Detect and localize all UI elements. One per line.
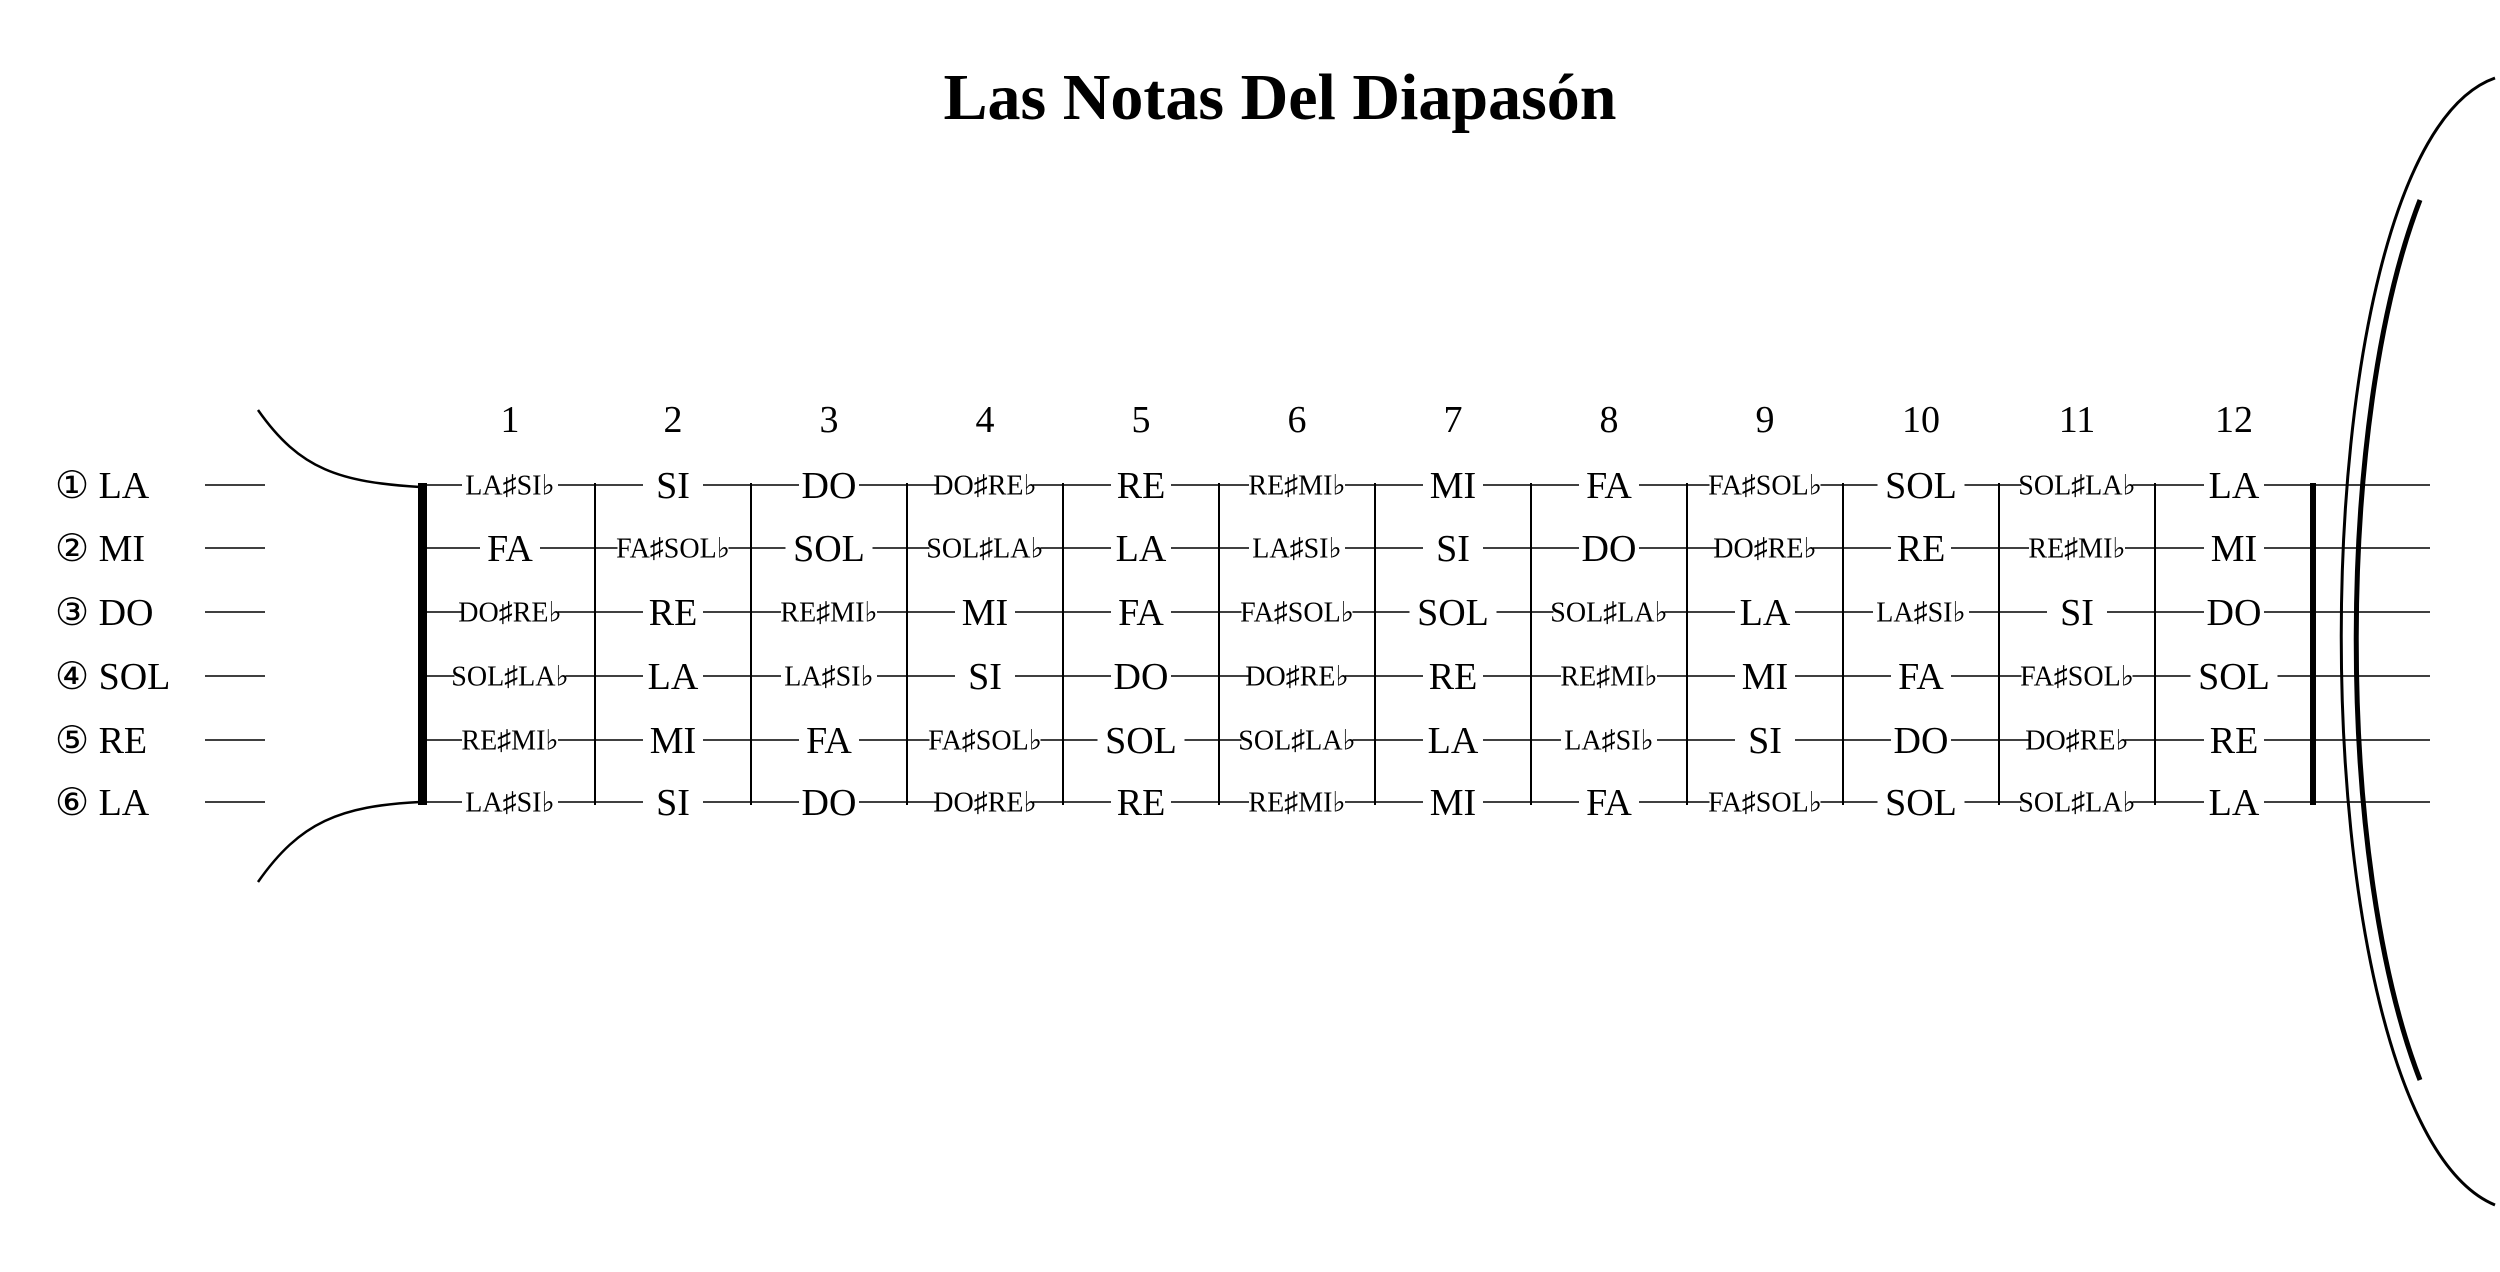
fret-number: 4 — [975, 399, 995, 441]
note-label: FA♯SOL♭ — [928, 725, 1042, 757]
note-label: FA♯SOL♭ — [616, 533, 730, 565]
note-label: SOL — [2198, 655, 2270, 698]
note-label: SOL♯LA♭ — [2018, 787, 2136, 819]
note-label: SOL — [1885, 464, 1957, 507]
note-label: FA♯SOL♭ — [2020, 661, 2134, 693]
note-label: LA♯SI♭ — [1564, 725, 1654, 757]
note-label: DO♯RE♭ — [933, 470, 1037, 502]
note-label: DO — [1581, 527, 1637, 570]
note-label: RE — [648, 591, 698, 634]
fret-number: 7 — [1443, 399, 1463, 441]
note-label: MI — [1429, 464, 1477, 507]
note-label: LA — [1115, 527, 1167, 570]
note-label: SOL — [1105, 719, 1177, 762]
note-label: DO♯RE♭ — [1245, 661, 1349, 693]
note-label: DO♯RE♭ — [933, 787, 1037, 819]
string-label: ③ DO — [55, 592, 154, 634]
note-label: LA — [1739, 591, 1791, 634]
note-label: LA♯SI♭ — [465, 787, 555, 819]
headstock-top-curve — [258, 410, 420, 487]
string-label: ① LA — [55, 465, 150, 507]
note-label: DO — [1113, 655, 1169, 698]
note-label: DO — [801, 781, 857, 824]
note-label: SI — [656, 781, 690, 824]
fret-number: 1 — [500, 399, 520, 441]
note-label: LA — [2208, 781, 2260, 824]
note-label: RE — [1428, 655, 1478, 698]
headstock-bottom-curve — [258, 802, 420, 882]
note-label: SOL♯LA♭ — [1550, 597, 1668, 629]
string-label: ⑤ RE — [55, 720, 148, 762]
fret-number: 12 — [2215, 399, 2253, 441]
note-label: FA♯SOL♭ — [1240, 597, 1354, 629]
note-label: RE♯MI♭ — [1248, 787, 1346, 819]
string-label: ② MI — [55, 528, 146, 570]
note-label: LA — [1427, 719, 1479, 762]
fret-number: 2 — [663, 399, 683, 441]
fret-number: 3 — [819, 399, 839, 441]
note-label: SOL — [1417, 591, 1489, 634]
note-label: RE — [1896, 527, 1946, 570]
note-label: FA — [1898, 655, 1944, 698]
note-label: RE♯MI♭ — [1560, 661, 1658, 693]
note-label: LA♯SI♭ — [465, 470, 555, 502]
note-label: SI — [2060, 591, 2094, 634]
note-label: FA♯SOL♭ — [1708, 787, 1822, 819]
note-label: SOL♯LA♭ — [1238, 725, 1356, 757]
note-label: DO♯RE♭ — [2025, 725, 2129, 757]
fret-number: 11 — [2058, 399, 2096, 441]
note-label: LA♯SI♭ — [1876, 597, 1966, 629]
note-label: SOL — [793, 527, 865, 570]
fret-12-bar — [2310, 483, 2316, 805]
note-label: SOL♯LA♭ — [2018, 470, 2136, 502]
note-label: MI — [2210, 527, 2258, 570]
fret-number: 5 — [1131, 399, 1151, 441]
note-label: RE♯MI♭ — [1248, 470, 1346, 502]
fret-number: 10 — [1902, 399, 1940, 441]
note-label: RE♯MI♭ — [461, 725, 559, 757]
note-label: DO♯RE♭ — [458, 597, 562, 629]
note-label: LA♯SI♭ — [784, 661, 874, 693]
note-label: FA♯SOL♭ — [1708, 470, 1822, 502]
note-label: MI — [961, 591, 1009, 634]
note-label: SI — [1436, 527, 1470, 570]
note-label: RE — [1116, 464, 1166, 507]
note-label: FA — [1118, 591, 1164, 634]
note-label: RE♯MI♭ — [780, 597, 878, 629]
note-label: LA — [647, 655, 699, 698]
note-label: RE — [2209, 719, 2259, 762]
note-label: SOL♯LA♭ — [926, 533, 1044, 565]
page-title: Las Notas Del Diapasón — [943, 61, 1617, 134]
fret-number: 9 — [1755, 399, 1775, 441]
note-label: DO — [801, 464, 857, 507]
note-label: SI — [1748, 719, 1782, 762]
note-label: DO — [2206, 591, 2262, 634]
note-label: LA♯SI♭ — [1252, 533, 1342, 565]
note-label: FA — [487, 527, 533, 570]
note-label: MI — [649, 719, 697, 762]
note-label: DO — [1893, 719, 1949, 762]
note-label: FA — [1586, 781, 1632, 824]
note-label: RE — [1116, 781, 1166, 824]
note-label: LA — [2208, 464, 2260, 507]
note-label: MI — [1741, 655, 1789, 698]
note-label: SI — [968, 655, 1002, 698]
body-curve — [2341, 78, 2495, 1205]
note-label: FA — [806, 719, 852, 762]
note-label: MI — [1429, 781, 1477, 824]
note-label: FA — [1586, 464, 1632, 507]
nut — [418, 483, 427, 805]
note-label: RE♯MI♭ — [2028, 533, 2126, 565]
note-label: SI — [656, 464, 690, 507]
string-label: ④ SOL — [55, 656, 171, 698]
fret-number: 8 — [1599, 399, 1619, 441]
fret-number: 6 — [1287, 399, 1307, 441]
string-label: ⑥ LA — [55, 782, 150, 824]
note-label: SOL — [1885, 781, 1957, 824]
note-label: SOL♯LA♭ — [451, 661, 569, 693]
note-label: DO♯RE♭ — [1713, 533, 1817, 565]
